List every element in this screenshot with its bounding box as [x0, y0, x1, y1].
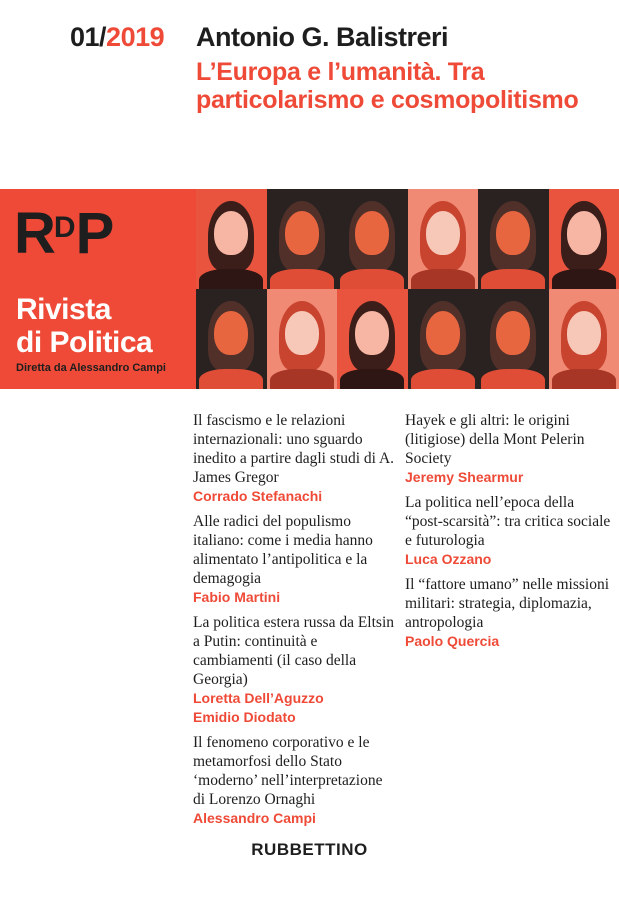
portrait-image [408, 289, 479, 389]
article-title: Hayek e gli altri: le origini (litigiose) della Mont Pelerin Society [405, 412, 585, 467]
portrait-image [337, 189, 408, 289]
portrait-face [214, 211, 248, 255]
lead-author: Antonio G. Balistreri [196, 22, 449, 52]
journal-title-line2: di Politica [16, 326, 153, 359]
logo-d: D [53, 211, 76, 244]
article-title: Il fenomeno corporativo e le metamorfosi dello Stato ‘moderno’ nell’interpretazione di Lorenzo Ornaghi [193, 734, 383, 808]
portrait-grid [196, 189, 619, 389]
portrait-face [355, 211, 389, 255]
journal-title-line1: Rivista [16, 293, 111, 326]
portrait-face [285, 311, 319, 355]
journal-title [16, 293, 152, 359]
portrait-shoulders [552, 369, 616, 389]
contents-right-column [405, 411, 615, 657]
portrait-face [214, 311, 248, 355]
portrait-face [355, 311, 389, 355]
article-entry [193, 733, 398, 828]
article-entry [193, 411, 398, 506]
article-author: Emidio Diodato [193, 709, 296, 725]
logo-r: R [14, 201, 54, 266]
portrait-face [496, 211, 530, 255]
portrait-image [196, 189, 267, 289]
article-title: Il “fattore umano” nelle missioni militari: strategia, diplomazia, antropologia [405, 576, 610, 631]
article-author: Paolo Quercia [405, 633, 500, 649]
portrait-image [337, 289, 408, 389]
portrait-image [267, 289, 338, 389]
portrait-shoulders [340, 269, 404, 289]
article-title: Alle radici del populismo italiano: come i media hanno alimentato l’antipolitica e la demagogia [193, 513, 373, 587]
logo-p: P [75, 201, 113, 266]
portrait-shoulders [411, 369, 475, 389]
portrait-face [426, 211, 460, 255]
article-entry [405, 493, 615, 569]
journal-logo [14, 199, 113, 266]
portrait-image [478, 189, 549, 289]
article-author: Fabio Martini [193, 589, 281, 605]
portrait-image [408, 189, 479, 289]
issue-year: 2019 [106, 22, 165, 52]
portrait-face [496, 311, 530, 355]
article-entry [193, 613, 398, 727]
portrait-shoulders [270, 269, 334, 289]
portrait-shoulders [199, 269, 263, 289]
portrait-face [567, 211, 601, 255]
portrait-shoulders [411, 269, 475, 289]
portrait-image [478, 289, 549, 389]
article-author: Jeremy Shearmur [405, 469, 524, 485]
portrait-shoulders [270, 369, 334, 389]
article-author: Luca Ozzano [405, 551, 492, 567]
article-author: Alessandro Campi [193, 810, 316, 826]
portrait-face [426, 311, 460, 355]
portrait-shoulders [481, 269, 545, 289]
portrait-image [267, 189, 338, 289]
article-entry [193, 512, 398, 607]
article-author: Corrado Stefanachi [193, 488, 323, 504]
issue-number [70, 22, 164, 53]
portrait-image [196, 289, 267, 389]
article-title: Il fascismo e le relazioni internazionali: uno sguardo inedito a partire dagli studi di A. James Gregor [193, 412, 395, 486]
portrait-face [285, 211, 319, 255]
portrait-image [549, 189, 619, 289]
article-title: La politica nell’epoca della “post-scarsità”: tra critica sociale e futurologia [405, 494, 611, 549]
portrait-face [567, 311, 601, 355]
publisher-logo: RUBBETTINO [251, 840, 368, 859]
portrait-shoulders [552, 269, 616, 289]
article-entry [405, 575, 615, 651]
portrait-image [549, 289, 619, 389]
lead-title: L’Europa e l’umanità. Tra particolarismo e cosmopolitismo [196, 58, 579, 114]
editor-line: Diretta da Alessandro Campi [16, 362, 166, 374]
article-author: Loretta Dell’Aguzzo [193, 690, 324, 706]
portrait-shoulders [481, 369, 545, 389]
portrait-shoulders [199, 369, 263, 389]
issue-number-prefix: 01/ [70, 22, 107, 52]
contents-left-column [193, 411, 398, 834]
portrait-shoulders [340, 369, 404, 389]
article-entry [405, 411, 615, 487]
article-title: La politica estera russa da Eltsin a Putin: continuità e cambiamenti (il caso della Georgia) [193, 614, 395, 688]
